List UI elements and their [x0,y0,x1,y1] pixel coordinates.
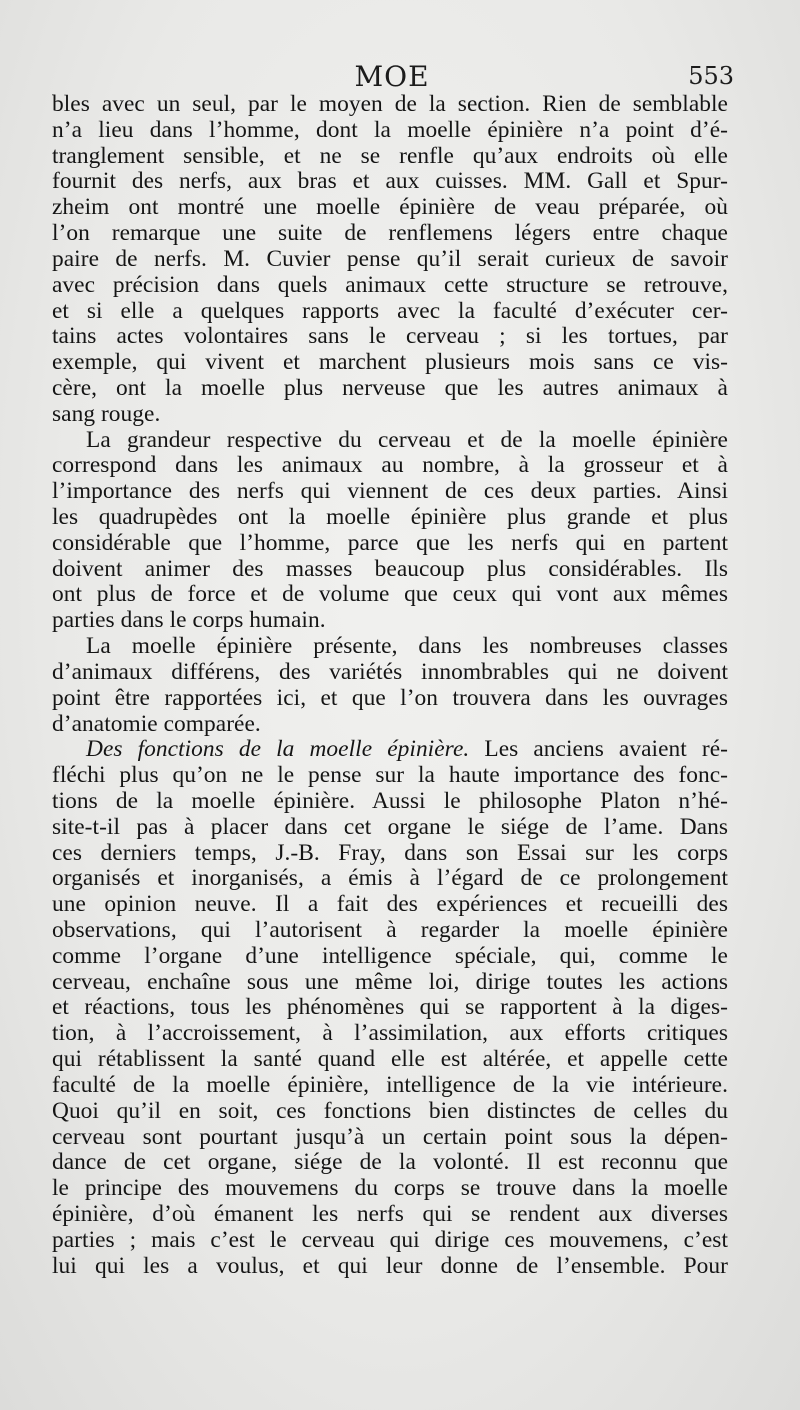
text-line: d’animaux différens, des variétés innombrables qui ne doivent [52,658,728,685]
text-line: La grandeur respective du cerveau et de la moelle épinière [86,426,728,453]
text-line: l’importance des nerfs qui viennent de ces deux parties. Ainsi [52,478,728,505]
text-line: le principe des mouvemens du corps se trouve dans la moelle [52,1175,728,1202]
text-line: et si elle a quelques rapports avec la faculté d’exécuter cer- [52,297,728,324]
running-head: MOE [354,60,430,93]
text-line: cerveau, enchaîne sous une même loi, dirige toutes les actions [52,968,728,995]
text-line: zheim ont montré une moelle épinière de veau préparée, où [52,194,728,221]
text-line: organisés et inorganisés, a émis à l’égard de ce prolongement [52,865,728,892]
text-line: comme l’organe d’une intelligence spéciale, qui, comme le [52,942,728,969]
text-line: cerveau sont pourtant jusqu’à un certain point sous la dépen- [52,1123,728,1150]
text-line: dance de cet organe, siége de la volonté. Il est reconnu que [52,1149,728,1176]
text-line: avec précision dans quels animaux cette structure se retrouve, [52,271,728,298]
text-line: Quoi qu’il en soit, ces fonctions bien distinctes de celles du [52,1097,728,1124]
text-line: les quadrupèdes ont la moelle épinière plus grande et plus [52,504,728,530]
text-line: cère, ont la moelle plus nerveuse que les autres animaux à [52,374,728,401]
text-line: parties ; mais c’est le cerveau qui dirige ces mouvemens, c’est [52,1226,728,1253]
heading-line-text: Les anciens avaient ré- [484,736,728,763]
text-line: lui qui les a voulus, et qui leur donne de l’ensemble. Pour [52,1252,728,1279]
text-line: faculté de la moelle épinière, intelligence de la vie intérieure. [52,1071,728,1098]
paragraph [52,737,728,1279]
text-line: l’on remarque une suite de renflemens légers entre chaque [52,220,728,247]
text-line: doivent animer des masses beaucoup plus considérables. Ils [52,555,728,582]
text-line: tion, à l’accroissement, à l’assimilation, aux efforts critiques [52,1020,728,1047]
paragraph [52,428,728,635]
text-line: correspond dans les animaux au nombre, à la grosseur et à [52,452,728,479]
text-line: qui rétablissent la santé quand elle est altérée, et appelle cette [52,1046,728,1073]
text-line: considérable que l’homme, parce que les nerfs qui en partent [52,529,728,556]
page-number: 553 [688,62,734,90]
text-line: fournit des nerfs, aux bras et aux cuisses. MM. Gall et Spur- [52,168,728,195]
text-line: site-t-il pas à placer dans cet organe le siége de l’ame. Dans [52,813,728,840]
body-text [52,92,728,1279]
text-line: tains actes volontaires sans le cerveau ; si les tortues, par [52,323,728,350]
text-line: paire de nerfs. M. Cuvier pense qu’il serait curieux de savoir [52,245,728,272]
text-line: d’anatomie comparée. [52,710,261,737]
text-line: ont plus de force et de volume que ceux qui vont aux mêmes [52,581,728,608]
text-line: La moelle épinière présente, dans les nombreuses classes [86,633,728,660]
text-line: épinière, d’où émanent les nerfs qui se rendent aux diverses [52,1200,728,1227]
text-line: n’a lieu dans l’homme, dont la moelle épinière n’a point d’é- [52,116,728,143]
text-line: parties dans le corps humain. [52,607,326,634]
text-line: fléchi plus qu’on ne le pense sur la haute importance des fonc- [52,762,728,789]
text-line: tranglement sensible, et ne se renfle qu’aux endroits où elle [52,142,728,169]
text-line: tions de la moelle épinière. Aussi le philosophe Platon n’hé- [52,787,728,814]
text-line: ces derniers temps, J.-B. Fray, dans son Essai sur les corps [52,839,728,866]
section-heading: Des fonctions de la moelle épinière. [86,736,470,763]
text-line [52,737,728,763]
text-line: observations, qui l’autorisent à regarder la moelle épinière [52,917,728,943]
text-line: point être rapportées ici, et que l’on trouvera dans les ouvrages [52,684,728,711]
text-line: exemple, qui vivent et marchent plusieurs mois sans ce vis- [52,349,728,376]
text-line: bles avec un seul, par le moyen de la section. Rien de semblable [52,91,728,117]
text-line: une opinion neuve. Il a fait des expériences et recueilli des [52,891,728,918]
text-line: sang rouge. [52,400,161,427]
text-line: et réactions, tous les phénomènes qui se rapportent à la diges- [52,994,728,1021]
paragraph [52,92,728,428]
paragraph [52,634,728,737]
